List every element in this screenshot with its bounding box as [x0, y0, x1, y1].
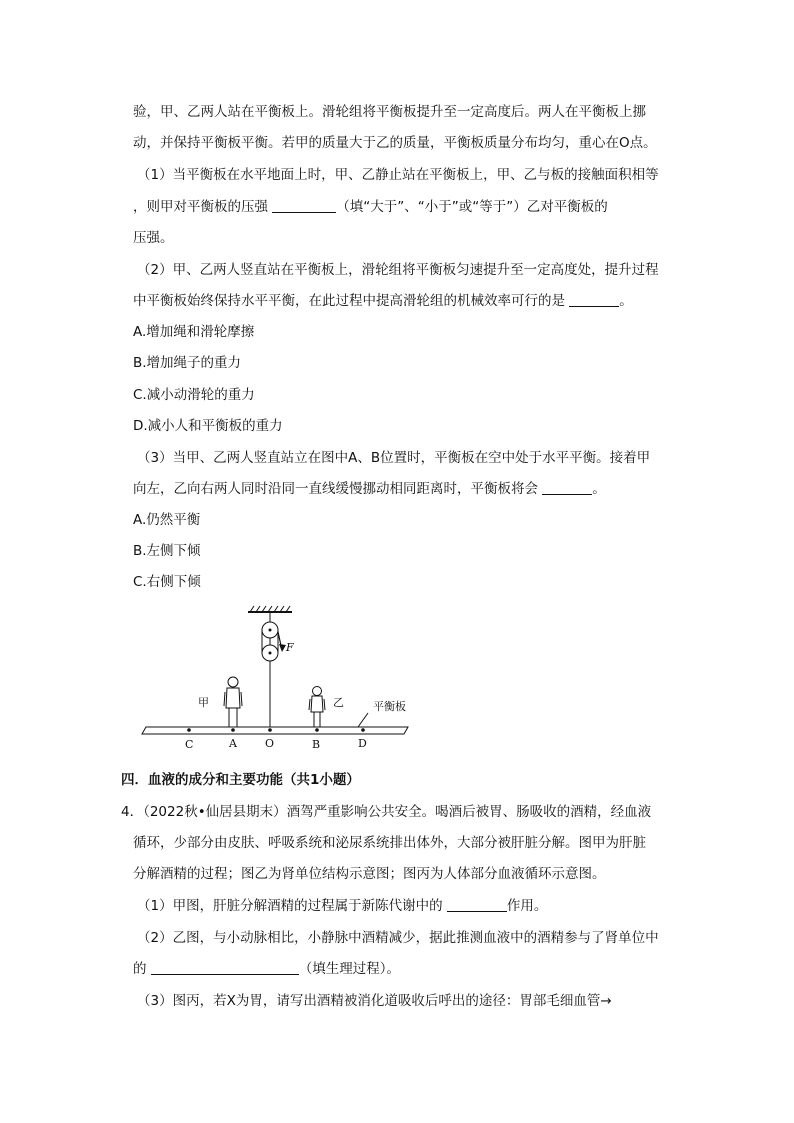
balance-board — [142, 727, 408, 734]
q4-sub3: （3）图丙，若X为胃，请写出酒精被消化道吸收后呼出的途径：胃部毛细血管→ — [137, 993, 612, 1009]
q2-text-post: 。 — [619, 293, 633, 309]
point-c-label: C — [185, 738, 194, 751]
q3-line-b — [133, 479, 606, 499]
q2-answer-blank[interactable] — [569, 292, 619, 307]
q1-line-c: 压强。 — [133, 230, 174, 246]
q1-line-a: （1）当平衡板在水平地面上时，甲、乙静止站在平衡板上，甲、乙与板的接触面积相等 — [137, 167, 659, 183]
q4-sub2-post: （填生理过程）。 — [298, 961, 401, 977]
force-label: F — [286, 641, 294, 654]
person-yi-label: 乙 — [333, 696, 344, 709]
q2-text-pre: 中平衡板始终保持水平平衡，在此过程中提高滑轮组的机械效率可行的是 — [133, 293, 570, 309]
board-leader-line — [358, 713, 368, 727]
q1-line-b — [133, 197, 608, 217]
q3-answer-blank[interactable] — [542, 480, 592, 495]
point-d-label: D — [358, 737, 367, 750]
q4-sub1-post: 作用。 — [506, 898, 548, 914]
q4-sub2-pre: 的 — [133, 961, 151, 977]
q4-line-c: 分解酒精的过程；图乙为肾单位结构示意图；图丙为人体部分血液循环示意图。 — [133, 866, 606, 882]
q3-text-pre: 向左，乙向右两人同时沿同一直线缓慢挪动相同距离时，平衡板将会 — [133, 481, 543, 497]
q1-answer-blank[interactable] — [272, 198, 336, 213]
section-4-heading: 四．血液的成分和主要功能（共1小题） — [121, 772, 360, 788]
q4-sub2-line-b — [133, 959, 400, 979]
q2-option-c: C.减小动滑轮的重力 — [133, 387, 255, 403]
q4-line-b: 循环，少部分由皮肤、呼吸系统和泌尿系统排出体外，大部分被肝脏分解。图甲为肝脏 — [133, 835, 646, 851]
person-yi-icon — [309, 687, 325, 728]
q3-option-a: A.仍然平衡 — [133, 512, 201, 528]
q2-option-d: D.减小人和平衡板的重力 — [133, 418, 283, 434]
person-jia-label: 甲 — [198, 696, 209, 709]
point-o-label: O — [265, 737, 275, 750]
q3-text-post: 。 — [592, 481, 606, 497]
line-1: 验，甲、乙两人站在平衡板上。滑轮组将平衡板提升至一定高度后。两人在平衡板上挪 — [133, 104, 646, 120]
q2-option-b: B.增加绳子的重力 — [133, 355, 242, 371]
q2-line-b — [133, 291, 633, 311]
q3-line-a: （3）当甲、乙两人竖直站立在图中A、B位置时，平衡板在空中处于水平平衡。接着甲 — [137, 450, 651, 466]
q3-option-c: C.右侧下倾 — [133, 574, 201, 590]
q3-option-b: B.左侧下倾 — [133, 543, 201, 559]
q2-option-a: A.增加绳和滑轮摩擦 — [133, 324, 255, 340]
point-a-label: A — [229, 737, 237, 750]
q4-sub1-blank[interactable] — [447, 897, 507, 912]
q4-sub1-pre: （1）甲图，肝脏分解酒精的过程属于新陈代谢中的 — [137, 898, 447, 914]
line-2: 动，并保持平衡板平衡。若甲的质量大于乙的质量，平衡板质量分布均匀，重心在O点。 — [133, 135, 657, 151]
board-label: 平衡板 — [373, 700, 406, 713]
q2-line-a: （2）甲、乙两人竖直站在平衡板上，滑轮组将平衡板匀速提升至一定高度处，提升过程 — [137, 262, 659, 278]
q1-text-pre: ，则甲对平衡板的压强 — [133, 199, 273, 215]
q4-line-a: 4．（2022秋•仙居县期末）酒驾严重影响公共安全。喝酒后被胃、肠吸收的酒精，经血液 — [121, 804, 652, 820]
q4-sub2-line-a: （2）乙图，与小动脉相比，小静脉中酒精减少，据此推测血液中的酒精参与了肾单位中 — [137, 930, 659, 946]
person-jia-icon — [224, 677, 242, 727]
q4-sub2-blank[interactable] — [151, 960, 299, 975]
q1-text-post: （填“大于”、“小于”或“等于”）乙对平衡板的 — [336, 199, 608, 215]
pulley-balance-figure — [140, 600, 410, 760]
q4-sub1 — [137, 896, 547, 916]
point-b-label: B — [312, 738, 321, 751]
